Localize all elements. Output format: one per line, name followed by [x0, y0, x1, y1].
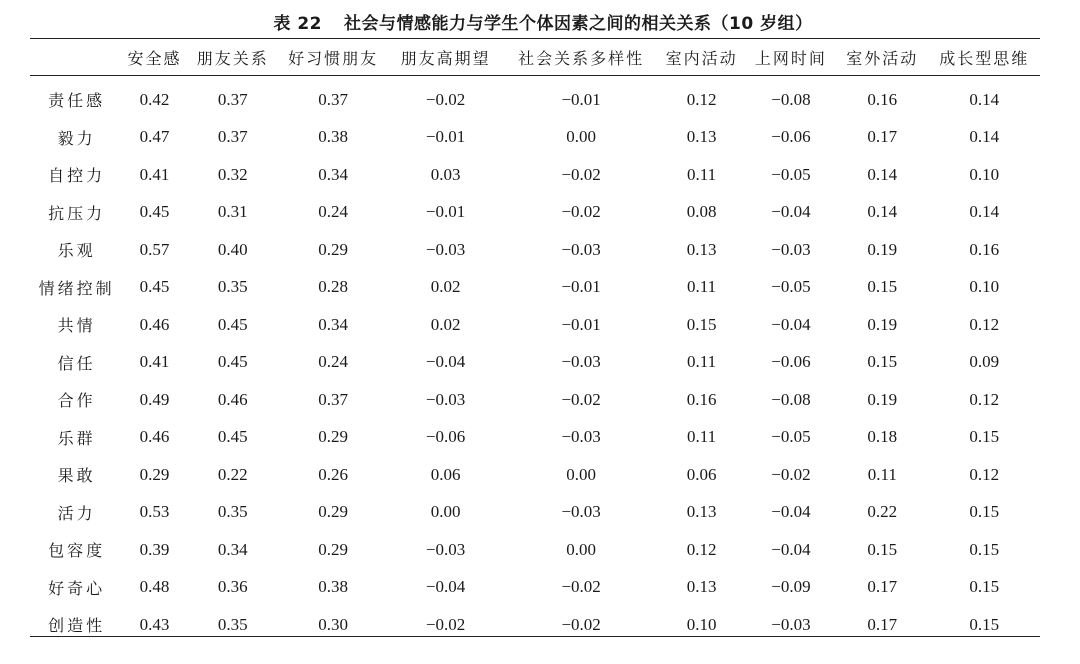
table-row [30, 381, 1040, 419]
table-cell: −0.02 [771, 464, 811, 484]
table-cell: 0.19 [867, 314, 898, 334]
table-cell: 0.53 [139, 502, 170, 522]
table-cell: −0.04 [425, 352, 466, 372]
table-cell: 0.45 [139, 277, 170, 297]
table-cell: −0.01 [425, 202, 466, 222]
table-cell: 0.17 [867, 127, 898, 147]
table-cell: −0.02 [561, 614, 601, 634]
table-cell: 0.37 [318, 89, 349, 109]
row-label: 乐群 [57, 428, 96, 448]
table-cell: −0.03 [771, 614, 811, 634]
table-cell: −0.04 [771, 314, 811, 334]
table-cell: −0.02 [561, 202, 601, 222]
correlation-table [30, 40, 1040, 644]
table-cell: 0.37 [217, 89, 248, 109]
table-cell: 0.42 [139, 89, 170, 109]
table-cell: −0.04 [771, 202, 811, 222]
table-cell: −0.06 [425, 427, 466, 447]
table-cell: −0.03 [561, 239, 601, 259]
column-header: 好习惯朋友 [288, 49, 379, 68]
table-cell: −0.03 [425, 389, 466, 409]
table-cell: −0.06 [771, 127, 811, 147]
table-cell: 0.13 [686, 502, 717, 522]
table-cell: 0.35 [217, 277, 248, 297]
table-cell: −0.06 [771, 352, 811, 372]
table-cell: 0.15 [969, 427, 1000, 447]
table-cell: 0.11 [687, 427, 717, 447]
table-cell: 0.40 [217, 239, 248, 259]
table-cell: 0.16 [686, 389, 717, 409]
table-cell: 0.15 [969, 614, 1000, 634]
table-cell: 0.49 [139, 389, 170, 409]
table-cell: 0.39 [139, 539, 170, 559]
column-header: 室内活动 [665, 49, 738, 68]
table-cell: 0.34 [318, 164, 349, 184]
table-row [30, 231, 1040, 269]
table-row [30, 456, 1040, 494]
table-cell: 0.45 [217, 314, 248, 334]
table-cell: −0.02 [561, 164, 601, 184]
table-cell: 0.41 [139, 164, 170, 184]
table-cell: 0.29 [318, 539, 349, 559]
table-cell: 0.02 [430, 277, 461, 297]
row-label: 信任 [57, 353, 96, 373]
table-cell: 0.29 [318, 502, 349, 522]
corner-cell [30, 40, 123, 75]
table-cell: 0.10 [969, 164, 1000, 184]
table-cell: 0.11 [687, 164, 717, 184]
table-row [30, 494, 1040, 532]
table-cell: −0.02 [561, 389, 601, 409]
column-header: 上网时间 [754, 49, 827, 68]
table-cell: 0.38 [318, 127, 349, 147]
table-cell: 0.13 [686, 239, 717, 259]
table-cell: 0.35 [217, 614, 248, 634]
table-cell: −0.01 [561, 314, 601, 334]
table-cell: 0.12 [969, 389, 1000, 409]
table-row [30, 75, 1040, 119]
table-title [0, 12, 1080, 36]
table-cell: 0.15 [969, 577, 1000, 597]
column-header: 朋友关系 [196, 49, 269, 68]
table-cell: 0.37 [217, 127, 248, 147]
table-cell: 0.10 [969, 277, 1000, 297]
table-cell: 0.00 [566, 464, 596, 484]
table-cell: 0.46 [139, 314, 170, 334]
table-cell: 0.35 [217, 502, 248, 522]
table-row [30, 269, 1040, 307]
table-cell: 0.15 [969, 502, 1000, 522]
table-cell: 0.12 [969, 464, 1000, 484]
table-row [30, 119, 1040, 157]
table-cell: 0.13 [686, 127, 717, 147]
table-body [30, 75, 1040, 644]
table-cell: 0.43 [139, 614, 170, 634]
table-cell: 0.15 [867, 539, 898, 559]
table-cell: 0.14 [969, 89, 1000, 109]
table-cell: 0.11 [687, 277, 717, 297]
table-cell: 0.24 [318, 352, 349, 372]
table-cell: 0.34 [217, 539, 248, 559]
table-cell: 0.16 [867, 89, 898, 109]
table-cell: 0.00 [566, 539, 596, 559]
column-header: 室外活动 [846, 49, 919, 68]
table-cell: 0.41 [139, 352, 170, 372]
table-cell: 0.11 [687, 352, 717, 372]
table-cell: 0.00 [430, 502, 461, 522]
table-cell: 0.28 [318, 277, 349, 297]
table-cell: 0.14 [969, 202, 1000, 222]
row-label: 乐观 [57, 241, 96, 261]
row-label: 毅力 [57, 128, 96, 148]
table-cell: 0.13 [686, 577, 717, 597]
column-header: 安全感 [127, 49, 182, 68]
table-cell: 0.17 [867, 577, 898, 597]
row-label: 自控力 [48, 166, 106, 186]
table-cell: 0.00 [566, 127, 596, 147]
table-cell: 0.45 [217, 427, 248, 447]
table-cell: −0.01 [425, 127, 466, 147]
table-cell: 0.29 [318, 239, 349, 259]
column-header: 成长型思维 [939, 49, 1030, 68]
table-cell: −0.03 [561, 427, 601, 447]
table-cell: 0.26 [318, 464, 349, 484]
table-cell: 0.48 [139, 577, 170, 597]
table-cell: 0.14 [867, 164, 898, 184]
table-row [30, 531, 1040, 569]
table-cell: 0.30 [318, 614, 349, 634]
table-cell: 0.45 [139, 202, 170, 222]
table-cell: 0.19 [867, 239, 898, 259]
row-label: 创造性 [48, 616, 106, 636]
table-cell: 0.12 [969, 314, 1000, 334]
table-cell: 0.15 [867, 277, 898, 297]
table-cell: 0.19 [867, 389, 898, 409]
table-cell: −0.03 [771, 239, 811, 259]
table-caption: 社会与情感能力与学生个体因素之间的相关关系（10 岁组） [344, 14, 813, 34]
table-cell: 0.22 [217, 464, 248, 484]
table-cell: 0.57 [139, 239, 170, 259]
table-cell: 0.14 [867, 202, 898, 222]
table-cell: 0.37 [318, 389, 349, 409]
table-row [30, 419, 1040, 457]
table-cell: 0.29 [318, 427, 349, 447]
table-cell: 0.15 [867, 352, 898, 372]
table-cell: 0.17 [867, 614, 898, 634]
table-cell: −0.01 [561, 277, 601, 297]
table-cell: −0.03 [425, 239, 466, 259]
table-cell: 0.12 [686, 89, 717, 109]
table-cell: 0.15 [969, 539, 1000, 559]
table-cell: −0.02 [425, 89, 466, 109]
table-cell: 0.16 [969, 239, 1000, 259]
table-cell: 0.47 [139, 127, 170, 147]
table-row [30, 156, 1040, 194]
top-rule [30, 38, 1040, 39]
row-label: 共情 [57, 316, 96, 336]
table-cell: −0.02 [425, 614, 466, 634]
table-row [30, 306, 1040, 344]
table-cell: −0.04 [771, 539, 811, 559]
table-cell: 0.46 [139, 427, 170, 447]
table-cell: 0.32 [217, 164, 248, 184]
table-cell: 0.02 [430, 314, 461, 334]
table-cell: −0.03 [425, 539, 466, 559]
table-cell: 0.34 [318, 314, 349, 334]
row-label: 责任感 [48, 91, 106, 111]
column-header: 社会关系多样性 [518, 49, 645, 68]
table-cell: 0.36 [217, 577, 248, 597]
table-cell: 0.03 [430, 164, 461, 184]
table-cell: 0.14 [969, 127, 1000, 147]
table-cell: 0.09 [969, 352, 1000, 372]
table-row [30, 606, 1040, 644]
table-cell: −0.09 [771, 577, 811, 597]
table-cell: 0.12 [686, 539, 717, 559]
table-cell: −0.08 [771, 389, 811, 409]
row-label: 活力 [57, 503, 96, 523]
table-cell: 0.46 [217, 389, 248, 409]
table-cell: −0.05 [771, 427, 811, 447]
row-label: 包容度 [48, 541, 106, 561]
table-number: 表 22 [273, 14, 322, 34]
table-cell: −0.05 [771, 164, 811, 184]
row-label: 情绪控制 [38, 278, 115, 298]
table-cell: 0.08 [686, 202, 717, 222]
table-cell: 0.38 [318, 577, 349, 597]
table-row [30, 569, 1040, 607]
table-cell: −0.05 [771, 277, 811, 297]
row-label: 果敢 [57, 466, 96, 486]
table-cell: 0.22 [867, 502, 898, 522]
row-label: 好奇心 [48, 578, 106, 598]
table-cell: 0.29 [139, 464, 170, 484]
table-cell: 0.06 [430, 464, 461, 484]
table-cell: 0.10 [686, 614, 717, 634]
table-cell: 0.24 [318, 202, 349, 222]
table-cell: −0.01 [561, 89, 601, 109]
table-cell: 0.06 [686, 464, 717, 484]
header-row [30, 40, 1040, 75]
row-label: 抗压力 [48, 203, 106, 223]
table-cell: 0.15 [686, 314, 717, 334]
table-cell: 0.45 [217, 352, 248, 372]
row-label: 合作 [57, 391, 96, 411]
table-cell: 0.11 [867, 464, 897, 484]
table-cell: −0.02 [561, 577, 601, 597]
table-row [30, 194, 1040, 232]
table-cell: −0.04 [425, 577, 466, 597]
table-cell: −0.03 [561, 352, 601, 372]
table-cell: 0.31 [217, 202, 248, 222]
table-cell: −0.04 [771, 502, 811, 522]
table-cell: −0.08 [771, 89, 811, 109]
table-row [30, 344, 1040, 382]
table-cell: −0.03 [561, 502, 601, 522]
table-cell: 0.18 [867, 427, 898, 447]
column-header: 朋友高期望 [400, 49, 491, 68]
